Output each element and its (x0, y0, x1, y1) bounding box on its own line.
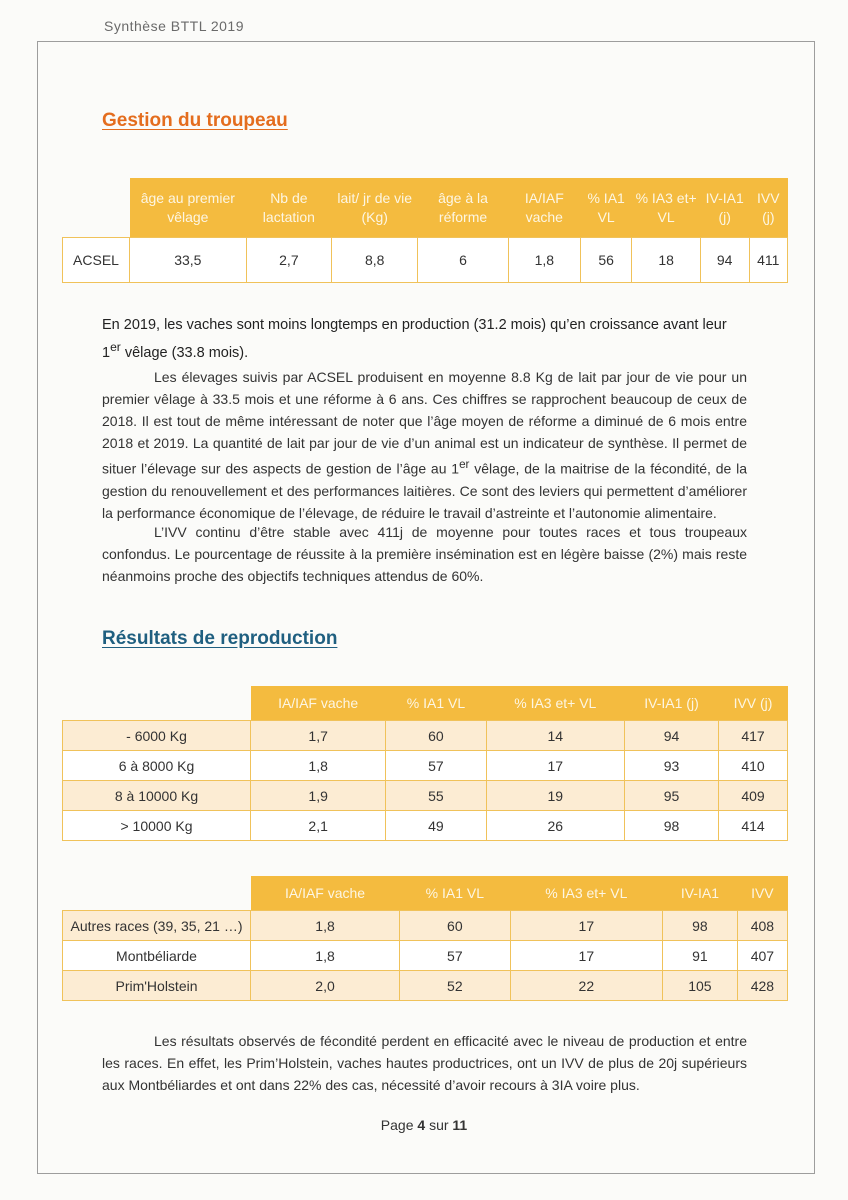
header-cell: % IA3 et+ VL (510, 876, 663, 911)
table-row (63, 781, 788, 811)
row-label: ACSEL (63, 238, 130, 283)
herd-management-table (62, 178, 788, 283)
table-cell: 98 (625, 811, 719, 841)
table-cell: 410 (719, 751, 788, 781)
section-title-gestion: Gestion du troupeau (102, 110, 288, 131)
header-cell: âge à la réforme (418, 178, 508, 238)
header-cell: % IA1 VL (386, 686, 486, 721)
table-cell: 408 (737, 911, 787, 941)
table-cell: 60 (386, 721, 486, 751)
header-blank-cell (63, 876, 251, 911)
paragraph-ivv (102, 521, 747, 587)
header-cell: % IA3 et+ VL (632, 178, 700, 238)
page-prefix: Page (380, 1117, 414, 1133)
header-cell: IA/IAF vache (508, 178, 580, 238)
table-cell: 60 (400, 911, 510, 941)
reproduction-by-production-table (62, 686, 788, 841)
header-cell: IA/IAF vache (251, 686, 386, 721)
header-cell: âge au premier vêlage (130, 178, 247, 238)
table-header-row (63, 876, 788, 911)
row-label: Autres races (39, 35, 21 …) (63, 911, 251, 941)
paragraph-fecundity (102, 1030, 747, 1096)
table-cell: 52 (400, 971, 510, 1001)
header-cell: IV-IA1 (j) (625, 686, 719, 721)
superscript: er (459, 458, 470, 471)
table-header-row (63, 686, 788, 721)
header-cell: % IA3 et+ VL (486, 686, 624, 721)
table-cell: 411 (749, 238, 787, 283)
section-title-reproduction: Résultats de reproduction (102, 628, 338, 649)
table-row (63, 941, 788, 971)
table-cell: 414 (719, 811, 788, 841)
table-row (63, 971, 788, 1001)
document-header: Synthèse BTTL 2019 (104, 18, 245, 34)
superscript: er (110, 340, 121, 354)
header-cell: IV-IA1 (j) (700, 178, 749, 238)
table-cell: 105 (663, 971, 738, 1001)
row-label: 8 à 10000 Kg (63, 781, 251, 811)
table-cell: 1,8 (251, 941, 400, 971)
table-cell: 1,8 (251, 751, 386, 781)
table-header-row (63, 178, 788, 238)
table-cell: 26 (486, 811, 624, 841)
header-cell: % IA1 VL (400, 876, 510, 911)
table-cell: 91 (663, 941, 738, 971)
table-cell: 1,8 (508, 238, 580, 283)
header-cell: % IA1 VL (580, 178, 632, 238)
table-cell: 33,5 (130, 238, 247, 283)
table-cell: 57 (400, 941, 510, 971)
table-cell: 6 (418, 238, 508, 283)
table-cell: 98 (663, 911, 738, 941)
table-row (63, 911, 788, 941)
table-row (63, 238, 788, 283)
header-blank-cell (63, 178, 130, 238)
table-cell: 2,0 (251, 971, 400, 1001)
header-cell: IVV (j) (749, 178, 787, 238)
table-cell: 2,7 (246, 238, 331, 283)
table-cell: 17 (510, 941, 663, 971)
header-cell: lait/ jr de vie (Kg) (332, 178, 418, 238)
header-cell: IVV (737, 876, 787, 911)
table-cell: 18 (632, 238, 700, 283)
table-cell: 14 (486, 721, 624, 751)
table-cell: 409 (719, 781, 788, 811)
row-label: Prim'Holstein (63, 971, 251, 1001)
paragraph-text-end: vêlage, de la maitrise de la fécondité, de la gestion du renouvellement et des performances laitières. Ce sont des leviers qui permettent d’améliorer la performance économique de l’élevage, de réduire le travail d’astreinte et l’autonomie alimentaire. (102, 460, 747, 521)
paragraph-text: L’IVV continu d’être stable avec 411j de moyenne pour toutes races et tous troupeaux confondus. Le pourcentage de réussite à la première insémination est en légère baisse (2%) mais reste néanmoins proche des objectifs techniques attendus de 60%. (102, 524, 747, 584)
page-footer (0, 1117, 848, 1133)
table-cell: 94 (700, 238, 749, 283)
table-row (63, 811, 788, 841)
highlight-paragraph (102, 314, 748, 364)
table-cell: 8,8 (332, 238, 418, 283)
header-cell: IA/IAF vache (251, 876, 400, 911)
page-total: 11 (452, 1117, 468, 1133)
table-cell: 1,8 (251, 911, 400, 941)
paragraph-milk-per-day (102, 366, 747, 524)
table-cell: 94 (625, 721, 719, 751)
table-cell: 2,1 (251, 811, 386, 841)
row-label: 6 à 8000 Kg (63, 751, 251, 781)
page-sep: sur (429, 1117, 449, 1133)
table-cell: 17 (510, 911, 663, 941)
table-cell: 428 (737, 971, 787, 1001)
row-label: - 6000 Kg (63, 721, 251, 751)
header-cell: Nb de lactation (246, 178, 331, 238)
highlight-text: En 2019, les vaches sont moins longtemps en production (31.2 mois) qu’en croissance avant leur 1 (102, 317, 727, 361)
table-cell: 49 (386, 811, 486, 841)
header-cell: IV-IA1 (663, 876, 738, 911)
table-row (63, 721, 788, 751)
table-cell: 1,7 (251, 721, 386, 751)
highlight-text-end: vêlage (33.8 mois). (120, 344, 249, 361)
table-cell: 56 (580, 238, 632, 283)
table-cell: 17 (486, 751, 624, 781)
header-cell: IVV (j) (719, 686, 788, 721)
table-row (63, 751, 788, 781)
row-label: Montbéliarde (63, 941, 251, 971)
table-cell: 19 (486, 781, 624, 811)
table-cell: 55 (386, 781, 486, 811)
table-cell: 1,9 (251, 781, 386, 811)
table-cell: 95 (625, 781, 719, 811)
row-label: > 10000 Kg (63, 811, 251, 841)
reproduction-by-breed-table (62, 876, 788, 1001)
table-cell: 57 (386, 751, 486, 781)
table-cell: 22 (510, 971, 663, 1001)
paragraph-text: Les résultats observés de fécondité perdent en efficacité avec le niveau de production et entre les races. En effet, les Prim’Holstein, vaches hautes productrices, ont un IVV de plus de 20j supérieurs aux Montbéliardes et ont dans 22% des cas, nécessité d’avoir recours à 3IA voire plus. (102, 1033, 747, 1093)
paragraph-text: Les élevages suivis par ACSEL produisent en moyenne 8.8 Kg de lait par jour de vie pour un premier vêlage à 33.5 mois et une réforme à 6 ans. Ces chiffres se rapprochent beaucoup de ceux de 2018. Il est tout de même intéressant de noter que l’âge moyen de réforme a diminué de 6 mois entre 2018 et 2019. La quantité de lait par jour de vie d’un animal est un indicateur de synthèse. Il permet de situer l’élevage sur des aspects de gestion de l’âge au 1 (102, 369, 747, 477)
table-cell: 407 (737, 941, 787, 971)
page-current: 4 (417, 1117, 426, 1133)
header-blank-cell (63, 686, 251, 721)
table-cell: 93 (625, 751, 719, 781)
table-cell: 417 (719, 721, 788, 751)
